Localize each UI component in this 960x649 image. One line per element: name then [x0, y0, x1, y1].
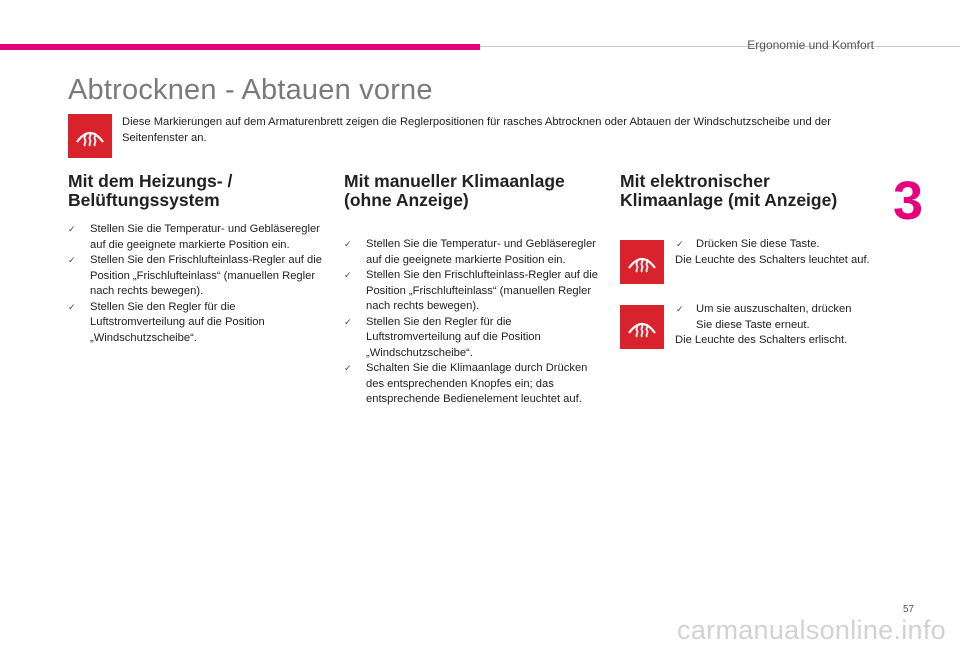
- list-item: ✓ Stellen Sie den Regler für die Luftstromverteilung auf die Position „Windschutzscheibe“.: [344, 315, 602, 362]
- list-item: ✓ Stellen Sie den Frischlufteinlass-Regler auf die Position „Frischlufteinlass“ (manuellen Regler nach rechts bewegen).: [68, 253, 324, 300]
- column-3-title: Mit elektronischer Klimaanlage (mit Anzeige): [620, 171, 838, 210]
- column-3-step-1: [675, 237, 870, 268]
- defrost-symbol: [68, 114, 112, 158]
- section-header: Ergonomie und Komfort: [747, 38, 874, 52]
- list-item: ✓ Stellen Sie den Regler für die Luftstromverteilung auf die Position „Windschutzscheibe“.: [68, 300, 324, 347]
- column-2-title: Mit manueller Klimaanlage (ohne Anzeige): [344, 171, 565, 210]
- chapter-number: 3: [893, 171, 924, 231]
- list-item: ✓ Um sie auszuschalten, drücken Sie diese Taste erneut.: [676, 302, 870, 333]
- windshield-defrost-icon: [626, 246, 658, 278]
- page-number: 57: [903, 604, 915, 615]
- list-item: ✓ Schalten Sie die Klimaanlage durch Drücken des entsprechenden Knopfes ein; das entsprechende Bedienelement leuchtet auf.: [344, 361, 602, 408]
- intro-text: Diese Markierungen auf dem Armaturenbrett zeigen die Reglerpositionen für rasches Abtrocknen oder Abtauen der Windschutzscheibe und der Seitenfenster an.: [122, 116, 831, 144]
- list-item: ✓ Stellen Sie den Frischlufteinlass-Regler auf die Position „Frischlufteinlass“ (manuellen Regler nach rechts bewegen).: [344, 268, 602, 315]
- column-1-steps: [68, 222, 324, 346]
- column-2-steps: [344, 237, 602, 408]
- step-note: Die Leuchte des Schalters erlischt.: [675, 334, 848, 346]
- page-title: Abtrocknen - Abtauen vorne: [68, 74, 433, 106]
- watermark: carmanualsonline.info: [677, 615, 946, 645]
- defrost-button-off[interactable]: [620, 305, 664, 349]
- step-note: Die Leuchte des Schalters leuchtet auf.: [675, 253, 870, 266]
- list-item: ✓ Drücken Sie diese Taste.: [676, 237, 870, 253]
- windshield-defrost-icon: [626, 311, 658, 343]
- column-3-step-2: [675, 302, 870, 349]
- header-accent-bar: [0, 44, 480, 50]
- defrost-button[interactable]: [620, 240, 664, 284]
- column-1-title: Mit dem Heizungs- / Belüftungssystem: [68, 171, 233, 210]
- list-item: ✓ Stellen Sie die Temperatur- und Gebläseregler auf die geeignete markierte Position ein.: [68, 222, 324, 253]
- list-item: ✓ Stellen Sie die Temperatur- und Gebläseregler auf die geeignete markierte Position ein.: [344, 237, 602, 268]
- windshield-defrost-icon: [74, 120, 106, 152]
- header-divider: [480, 46, 960, 47]
